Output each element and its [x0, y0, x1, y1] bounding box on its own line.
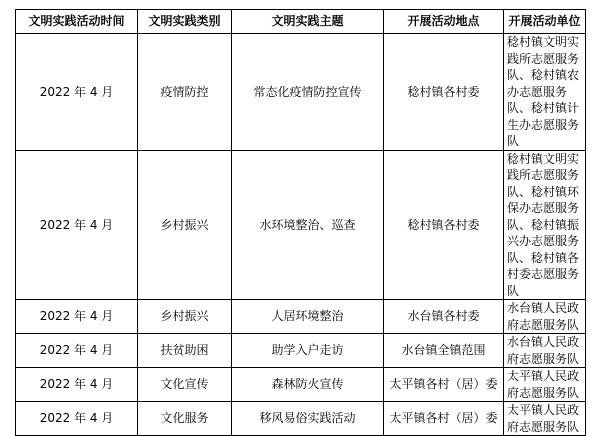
cell-unit: 水台镇人民政府志愿服务队 [504, 334, 586, 368]
cell-location: 稔村镇各村委 [384, 34, 504, 151]
cell-unit: 水台镇人民政府志愿服务队 [504, 300, 586, 334]
cell-time: 2022 年 4 月 [16, 402, 138, 436]
cell-time: 2022 年 4 月 [16, 300, 138, 334]
cell-location: 水台镇各村委 [384, 300, 504, 334]
cell-time: 2022 年 4 月 [16, 150, 138, 300]
cell-category: 乡村振兴 [138, 300, 232, 334]
cell-unit: 太平镇人民政府志愿服务队 [504, 368, 586, 402]
cell-unit: 稔村镇文明实践所志愿服务队、稔村镇环保办志愿服务队、稔村镇振兴办志愿服务队、稔村镇各村委志愿服务队 [504, 150, 586, 300]
cell-category: 文化宣传 [138, 368, 232, 402]
header-time: 文明实践活动时间 [16, 10, 138, 34]
cell-location: 太平镇各村（居）委 [384, 402, 504, 436]
table-row [16, 334, 586, 368]
cell-location: 太平镇各村（居）委 [384, 368, 504, 402]
header-location: 开展活动地点 [384, 10, 504, 34]
cell-category: 乡村振兴 [138, 150, 232, 300]
cell-theme: 移风易俗实践活动 [232, 402, 384, 436]
cell-theme: 森林防火宣传 [232, 368, 384, 402]
cell-location: 水台镇全镇范围 [384, 334, 504, 368]
table-row [16, 300, 586, 334]
cell-time: 2022 年 4 月 [16, 368, 138, 402]
cell-theme: 水环境整治、巡查 [232, 150, 384, 300]
cell-category: 疫情防控 [138, 34, 232, 151]
activity-table [15, 9, 586, 436]
cell-time: 2022 年 4 月 [16, 34, 138, 151]
cell-location: 稔村镇各村委 [384, 150, 504, 300]
table-row [16, 150, 586, 300]
cell-theme: 人居环境整治 [232, 300, 384, 334]
cell-unit: 太平镇人民政府志愿服务队 [504, 402, 586, 436]
header-row [16, 10, 586, 34]
header-category: 文明实践类别 [138, 10, 232, 34]
cell-theme: 常态化疫情防控宣传 [232, 34, 384, 151]
table-row [16, 34, 586, 151]
cell-category: 文化服务 [138, 402, 232, 436]
cell-unit: 稔村镇文明实践所志愿服务队、稔村镇农办志愿服务队、稔村镇计生办志愿服务队 [504, 34, 586, 151]
table-row [16, 368, 586, 402]
cell-category: 扶贫助困 [138, 334, 232, 368]
cell-theme: 助学入户走访 [232, 334, 384, 368]
cell-time: 2022 年 4 月 [16, 334, 138, 368]
header-unit: 开展活动单位 [504, 10, 586, 34]
header-theme: 文明实践主题 [232, 10, 384, 34]
